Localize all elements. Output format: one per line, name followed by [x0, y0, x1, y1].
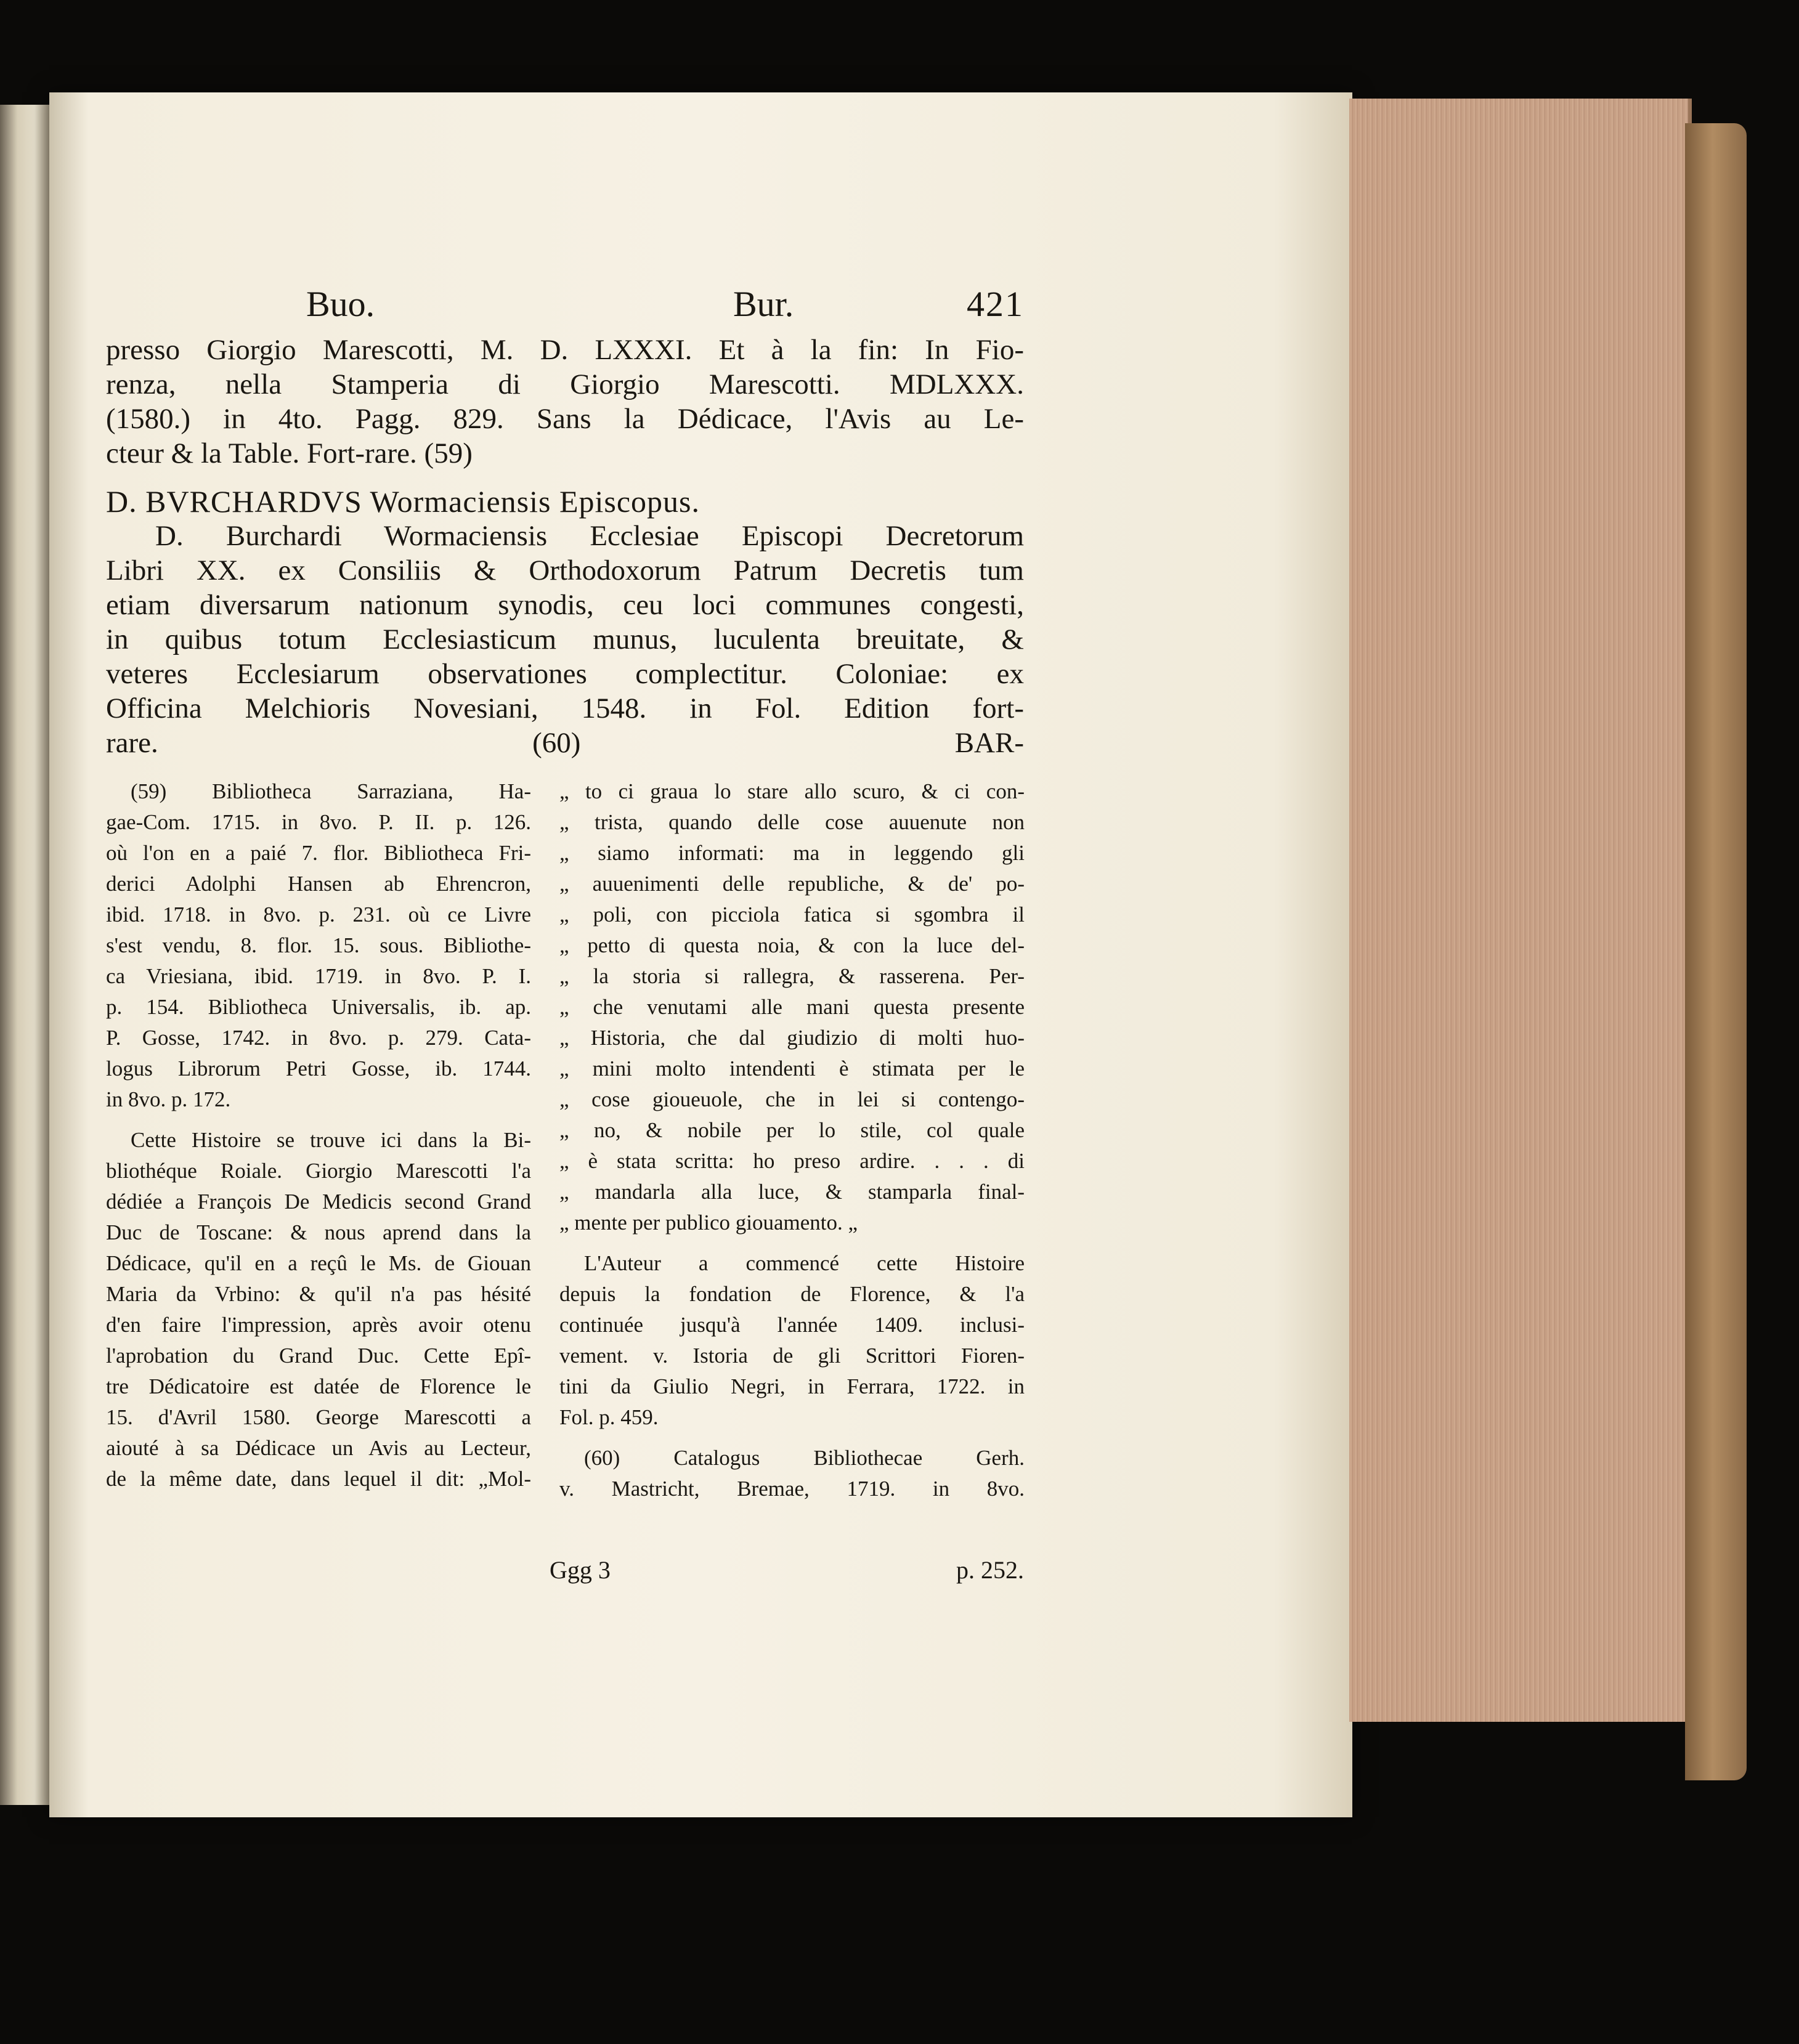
note-line: tini da Giulio Negri, in Ferrara, 1722. in — [559, 1374, 1025, 1398]
note-line: p. 154. Bibliotheca Universalis, ib. ap. — [106, 995, 531, 1019]
header-center: Bur. — [733, 284, 794, 324]
note-line: (60) Catalogus Bibliothecae Gerh. — [584, 1446, 1025, 1470]
note-line: „ mente per publico giouamento. „ — [559, 1211, 858, 1235]
header-left: Buo. — [306, 284, 375, 324]
text-line: ctеur & la Table. Fort-rare. (59) — [106, 437, 473, 469]
note-line: „ cose gioueuole, che in lei si contengo- — [559, 1087, 1025, 1111]
note-line: in 8vo. p. 172. — [106, 1087, 231, 1111]
footnote-columns — [106, 776, 1024, 1559]
note-line: bliothéque Roiale. Giorgio Marescotti l'a — [106, 1159, 531, 1183]
page-number: 421 — [967, 284, 1024, 324]
note-line: d'en faire l'impression, après avoir otenu — [106, 1313, 531, 1337]
entry-heading: D. BVRCHARDVS Wormaciensis Episcopus. — [106, 484, 701, 519]
footnote-column-right — [559, 776, 1025, 1504]
page-footer — [550, 1555, 1024, 1592]
page-edges — [1349, 99, 1692, 1722]
note-line: „ che venutami alle mani questa presente — [559, 995, 1025, 1019]
note-line: Fol. p. 459. — [559, 1405, 659, 1429]
text-line: Officina Melchioris Novesiani, 1548. in Fol. Edition fort- — [106, 692, 1024, 724]
note-line: „ mandarla alla luce, & stamparla final- — [559, 1180, 1025, 1204]
note-line: où l'on en a paié 7. flor. Bibliotheca Fri- — [106, 841, 531, 865]
text-line: D. Burchardi Wormaciensis Ecclesiae Episcopi Decretorum — [155, 520, 1024, 552]
note-line: Dédicace, qu'il en a reçû le Ms. de Giouan — [106, 1251, 531, 1275]
note-line: „ to ci graua lo stare allo scuro, & ci con- — [559, 779, 1025, 803]
text-line: renza, nella Stamperia di Giorgio Marescotti. MDLXXX. — [106, 368, 1024, 400]
note-line: L'Auteur a commencé cette Histoire — [584, 1251, 1025, 1275]
note-line: P. Gosse, 1742. in 8vo. p. 279. Cata- — [106, 1026, 531, 1050]
note-line: „ è stata scritta: ho preso ardire. . . . di — [559, 1149, 1025, 1173]
note-line: l'aprobation du Grand Duc. Cette Epî- — [106, 1344, 531, 1368]
note-line: ca Vriesiana, ibid. 1719. in 8vo. P. I. — [106, 964, 531, 988]
note-line: derici Adolphi Hansen ab Ehrencron, — [106, 872, 531, 896]
note-line: „ siamo informati: ma in leggendo gli — [559, 841, 1025, 865]
note-line: vement. v. Istoria de gli Scrittori Fioren- — [559, 1344, 1025, 1368]
text-line: veteres Ecclesiarum observationes complectitur. Coloniae: ex — [106, 658, 1024, 690]
note-line: continuée jusqu'à l'année 1409. inclusi- — [559, 1313, 1025, 1337]
note-line: Maria da Vrbino: & qu'il n'a pas hésité — [106, 1282, 531, 1306]
note-line: aiouté à sa Dédicace un Avis au Lecteur, — [106, 1436, 531, 1460]
signature-mark: Ggg 3 — [550, 1556, 611, 1584]
running-header — [106, 283, 1024, 333]
note-line: „ la storia si rallegra, & rasserena. Per- — [559, 964, 1025, 988]
catchword: p. 252. — [956, 1556, 1024, 1584]
note-line: „ no, & nobile per lo stile, col quale — [559, 1118, 1025, 1142]
text-line: Libri XX. ex Consiliis & Orthodoxorum Patrum Decretis tum — [106, 554, 1024, 586]
note-line: Duc de Toscane: & nous aprend dans la — [106, 1220, 531, 1244]
note-line: „ trista, quando delle cose auuenute non — [559, 810, 1025, 834]
page-text — [106, 283, 1024, 1559]
text-line: presso Giorgio Marescotti, M. D. LXXXI. Et à la fin: In Fio- — [106, 334, 1024, 366]
text-line: (1580.) in 4to. Pagg. 829. Sans la Dédicace, l'Avis au Le- — [106, 403, 1024, 435]
entry-paragraph — [106, 519, 1024, 760]
note-line: „ mini molto intendenti è stimata per le — [559, 1056, 1025, 1081]
facing-page-edge — [0, 105, 49, 1805]
book-cover — [1685, 123, 1747, 1780]
footnote-column-left — [106, 776, 531, 1494]
text-line: etiam diversarum nationum synodis, ceu loci communes congesti, — [106, 589, 1024, 621]
main-paragraph — [106, 333, 1024, 471]
note-line: gae-Com. 1715. in 8vo. P. II. p. 126. — [106, 810, 531, 834]
note-line: „ poli, con picciola fatica si sgombra il — [559, 902, 1025, 927]
note-line: 15. d'Avril 1580. George Marescotti a — [106, 1405, 531, 1429]
note-line: de la même date, dans lequel il dit: „Mol- — [106, 1467, 531, 1491]
note-line: tre Dédicatoire est datée de Florence le — [106, 1374, 531, 1398]
note-line: depuis la fondation de Florence, & l'a — [559, 1282, 1025, 1306]
note-line: logus Librorum Petri Gosse, ib. 1744. — [106, 1056, 531, 1081]
note-line: „ auuenimenti delle republiche, & de' po- — [559, 872, 1025, 896]
note-line: v. Mastricht, Bremae, 1719. in 8vo. — [559, 1477, 1025, 1501]
note-line: ibid. 1718. in 8vo. p. 231. où ce Livre — [106, 902, 531, 927]
note-line: (59) Bibliotheca Sarraziana, Ha- — [131, 779, 531, 803]
note-line: dédiée a François De Medicis second Grand — [106, 1190, 531, 1214]
note-line: Cette Histoire se trouve ici dans la Bi- — [131, 1128, 531, 1152]
text-line: rare. (60) BAR- — [106, 727, 1024, 759]
text-line: in quibus totum Ecclesiasticum munus, luculenta breuitate, & — [106, 623, 1024, 655]
note-line: „ petto di questa noia, & con la luce del- — [559, 933, 1025, 957]
note-line: s'est vendu, 8. flor. 15. sous. Bibliothe- — [106, 933, 531, 957]
note-line: „ Historia, che dal giudizio di molti huo- — [559, 1026, 1025, 1050]
